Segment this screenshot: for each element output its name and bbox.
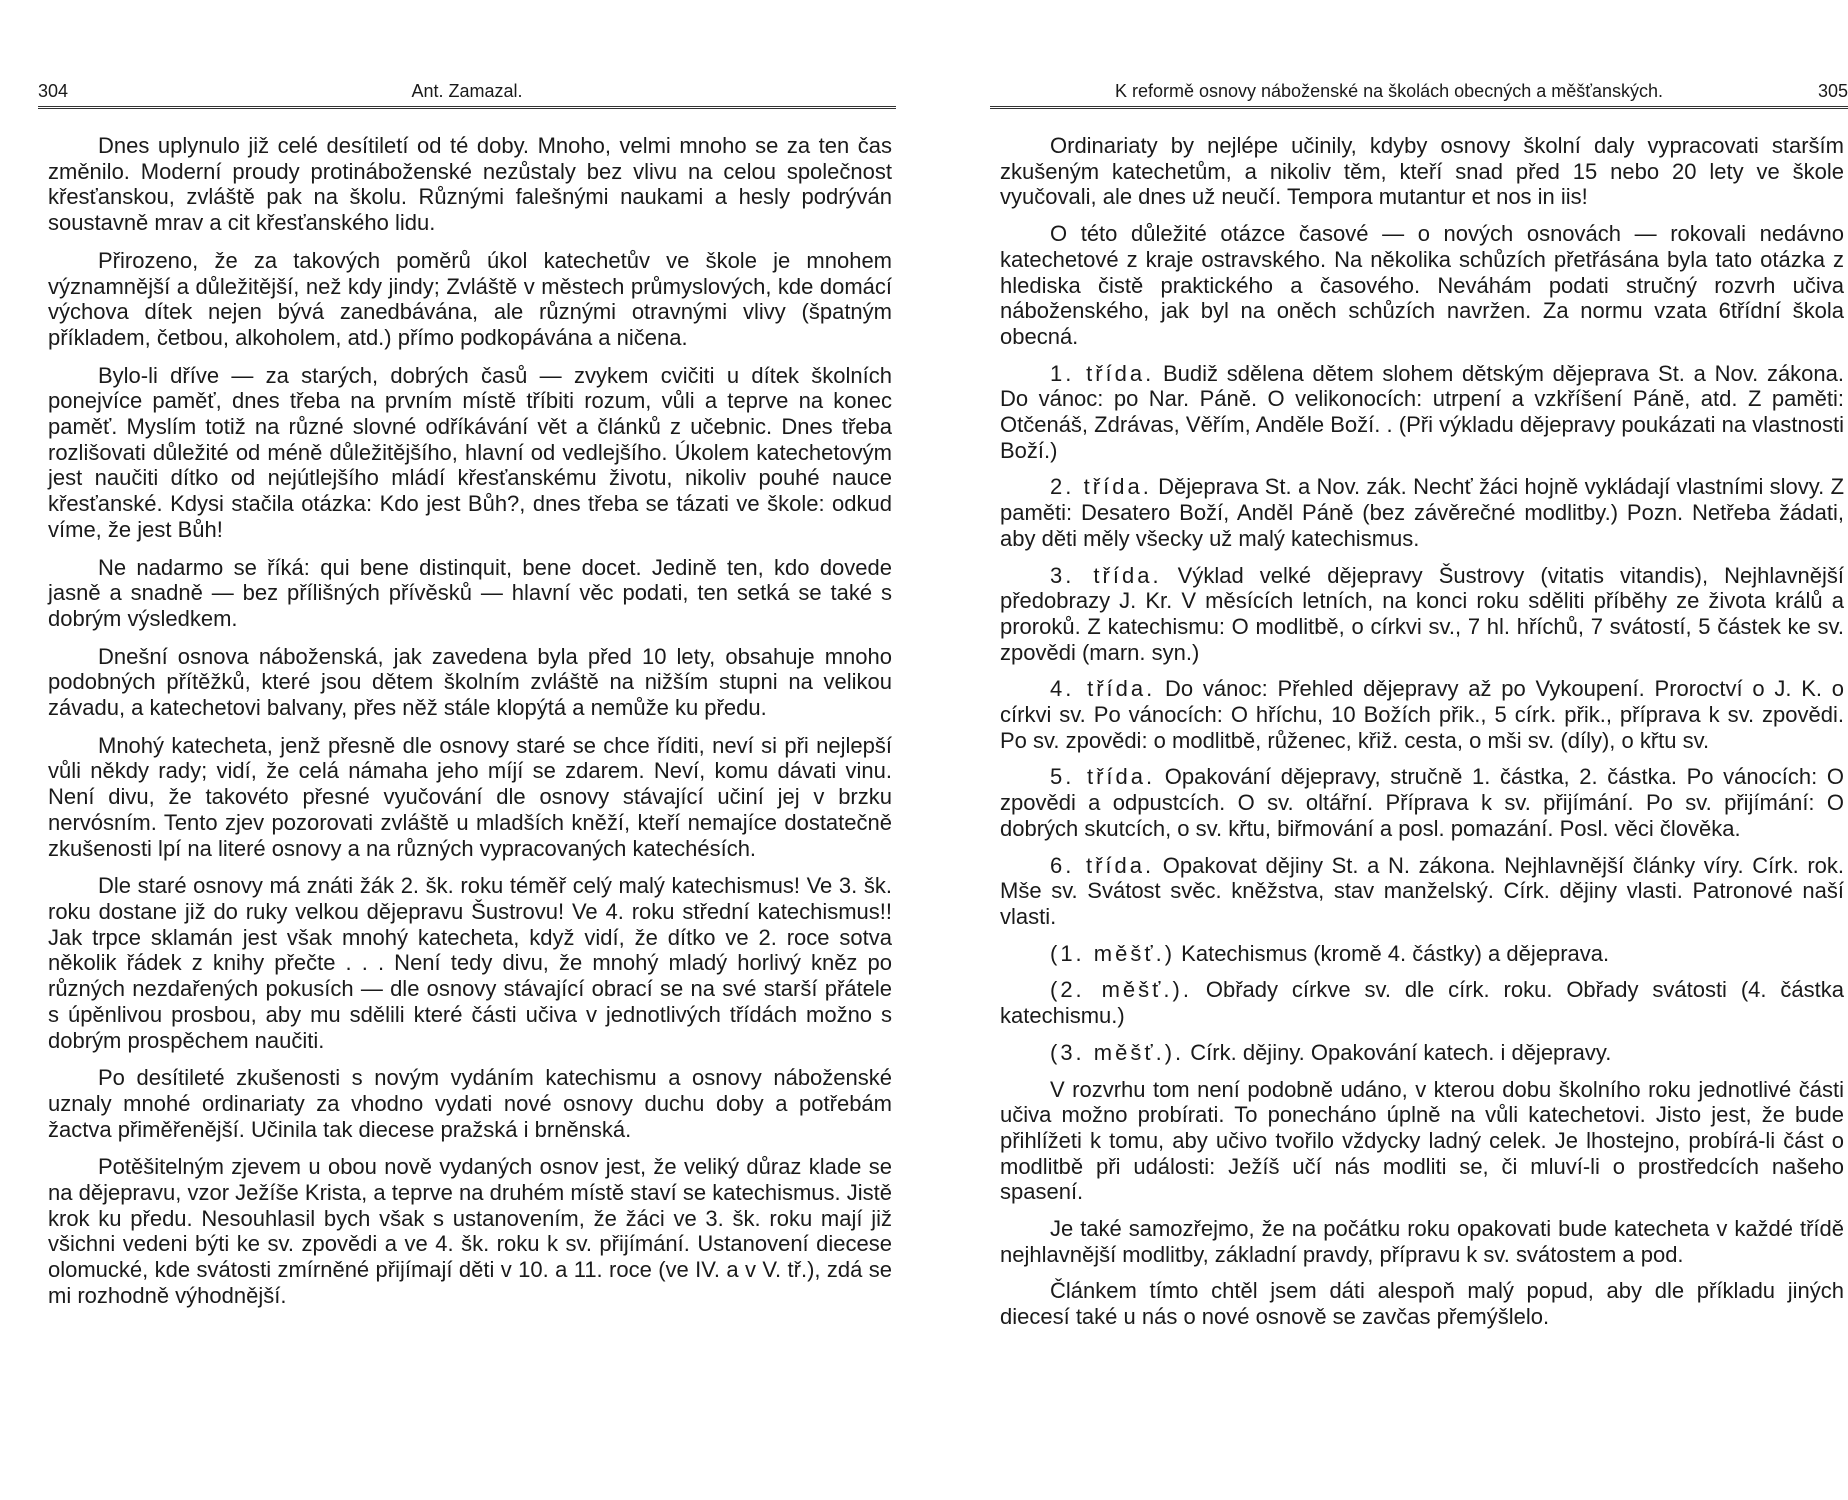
class-paragraph (1000, 1040, 1844, 1066)
running-head-title: K reformě osnovy náboženské na školách obecných a měšťanských. (1114, 81, 1664, 101)
paragraph: Ne nadarmo se říká: qui bene distinquit, bene docet. Jedině ten, kdo dovede jasně a snadně — bez přílišných přívěsků — hlavní věc podati, ten setká se také s dobrým výsledkem. (48, 554, 892, 631)
class-text: Círk. dějiny. Opakování katech. i dějepravy. (1190, 1039, 1612, 1065)
class-paragraph (1000, 563, 1844, 666)
class-paragraph (1000, 941, 1844, 967)
class-paragraph (1000, 853, 1844, 930)
class-paragraph (1000, 764, 1844, 841)
class-text: Budiž sdělena dětem slohem dětským dějeprava St. a Nov. zákona. Do vánoc: po Nar. Páně. O velikonocích: utrpení a vzkříšení Páně, atd. Z paměti: Otčenáš, Zdrávas, Věřím, Anděle Boží. . (Při výkladu dějepravy poukázati na vlastnosti Boží.) (1000, 360, 1844, 463)
paragraph: Bylo-li dříve — za starých, dobrých časů — zvykem cvičiti u dítek školních ponejvíce paměť, dnes třeba na prvním místě tříbiti rozum, vůli a teprve na konec paměť. Myslím totiž na různé slovné odříkávání vět a článků z učebnic. Dnes třeba rozlišovati důležité od méně důležitějšího, hlavní od vedlejšího. Úkolem katechetovým jest naučiti dítko od nejútlejšího mládí křesťanskému životu, nikoliv pouhé nauce křesťanské. Kdysi stačila otázka: Kdo jest Bůh?, dnes třeba se tázati ve škole: odkud víme, že jest Bůh! (48, 362, 892, 542)
paragraph: O této důležité otázce časové — o nových osnovách — rokovali nedávno katechetové z kraje ostravského. Na několika schůzích přetřásána byla tato otázka z hlediska čistě praktického a časového. Neváhám podati stručný rozvrh učiva náboženského, jak byl na oněch schůzích navržen. Za normu vzata 6třídní škola obecná. (1000, 221, 1844, 349)
class-paragraph (1000, 361, 1844, 464)
paragraph: V rozvrhu tom není podobně udáno, v kterou dobu školního roku jednotlivé části učiva možno probírati. To ponecháno úplně na vůli katechetovi. Jisto jest, že bude přihlížeti k tomu, aby učivo tvořilo vždycky ladný celek. Je lhostejno, probírá-li část o modlitbě při události: Ježíš učí nás modliti se, či mluví-li o prostředcích našeho spasení. (1000, 1076, 1844, 1205)
paragraph: Mnohý katecheta, jenž přesně dle osnovy staré se chce říditi, neví si při nejlepší vůli někdy rady; vidí, že celá námaha jeho míjí se zdarem. Neví, komu dávati vinu. Není divu, že takovéto přesné vyučování dle osnovy stávající učiní jej v brzku nervósním. Tento zjev pozorovati zvláště u mladších kněží, kteří nemajíce dostatečně zkušenosti lpí na literé osnovy a na různých vypracovaných katechésích. (48, 732, 892, 861)
paragraph: Článkem tímto chtěl jsem dáti alespoň malý popud, aby dle příkladu jiných diecesí také u nás o nové osnově se zavčas přemýšlelo. (1000, 1278, 1844, 1330)
class-label: 6. třída. (1050, 852, 1155, 878)
class-paragraph (1000, 977, 1844, 1028)
page-number: 305 (1817, 81, 1848, 101)
class-text: Do vánoc: Přehled dějepravy až po Vykoupení. Proroctví o J. K. o církvi sv. Po vánocích: O hříchu, 10 Božích přik., 5 círk. přik., příprava k sv. zpovědi. Po sv. zpovědi: o modlitbě, růženec, křiž. cesta, o mši sv. (díly), o křtu sv. (1000, 676, 1844, 753)
paragraph: Po desítileté zkušenosti s novým vydáním katechismu a osnovy náboženské uznaly mnohé ordinariaty za vhodno vydati nové osnovy duchu doby a potřebám žactva přiměřenější. Učinila tak diecese pražská i brněnská. (48, 1065, 892, 1142)
class-paragraph (1000, 474, 1844, 551)
right-page (990, 76, 1848, 1341)
class-label: 3. třída. (1050, 562, 1162, 588)
paragraph: Dnešní osnova náboženská, jak zavedena byla před 10 lety, obsahuje mnoho podobných přítěžků, které jsou dětem školním zvláště na nižším stupni na velikou závadu, a katechetovi balvany, přes něž stále klopýtá a nemůže ku předu. (48, 643, 892, 721)
left-body-text (38, 133, 896, 1309)
class-label: (3. měšť.). (1050, 1039, 1185, 1065)
paragraph: Je také samozřejmo, že na počátku roku opakovati bude katecheta v každé třídě nejhlavnější modlitby, základní pravdy, přípravu k sv. svátostem a pod. (1000, 1216, 1844, 1267)
class-label: (1. měšť.) (1050, 940, 1176, 966)
class-text: Obřady církve sv. dle círk. roku. Obřady svátosti (4. částka katechismu.) (1000, 977, 1844, 1029)
class-label: 4. třída. (1050, 676, 1156, 702)
left-running-head (38, 76, 896, 109)
class-text: Dějeprava St. a Nov. zák. Nechť žáci hojně vykládají vlastními slovy. Z paměti: Desatero Boží, Anděl Páně (bez závěrečné modlitby.) Pozn. Netřeba žádati, aby děti měly všecky už malý katechismus. (1000, 474, 1845, 551)
class-label: 5. třída. (1050, 764, 1156, 790)
paragraph: Dnes uplynulo již celé desítiletí od té doby. Mnoho, velmi mnoho se za ten čas změnilo. Moderní proudy protináboženské nezůstaly bez vlivu na celou společnost křesťanskou, zvláště pak na školu. Různými falešnými naukami a hesly podrýván soustavně mrav a cit křesťanského lidu. (48, 133, 892, 236)
paragraph: Dle staré osnovy má znáti žák 2. šk. roku téměř celý malý katechismus! Ve 3. šk. roku dostane již do ruky velkou dějepravu Šustrovu! Ve 4. roku střední katechismus!! Jak trpce sklamán jest však mnohý katecheta, když vidí, že dítko ve 2. roce sotva několik řádek z knihy přečte . . . Není tedy divu, že mnohý mladý horlivý kněz po různých nezdařených pokusích — dle osnovy stávající obrací se na své starší přátele s úpěnlivou prosbou, aby mu sdělili které části učiva v jednotlivých třídách možno s dobrým prospěchem naučiti. (48, 873, 892, 1053)
class-paragraph (1000, 676, 1844, 753)
paragraph: Potěšitelným zjevem u obou nově vydaných osnov jest, že veliký důraz klade se na dějepravu, vzor Ježíše Krista, a teprve na druhém místě staví se katechismus. Jistě krok ku předu. Nesouhlasil bych však s ustanovením, že žáci ve 3. šk. roku mají již všichni vedeni býti ke sv. zpovědi a ve 4. šk. roku k sv. přijímání. Ustanovení diecese olomucké, kde svátosti zmírněné přijímají děti v 10. a 11. roce (ve IV. a v V. tř.), zdá se mi rozhodně výhodnější. (48, 1154, 892, 1308)
class-text: Katechismus (kromě 4. částky) a dějeprava. (1181, 940, 1610, 966)
running-head-title: Ant. Zamazal. (411, 81, 523, 101)
left-page (38, 76, 896, 1321)
class-text: Opakovat dějiny St. a N. zákona. Nejhlavnější články víry. Círk. rok. Mše sv. Svátost svěc. kněžstva, stav manželský. Círk. dějiny vlasti. Patronové naší vlasti. (1000, 852, 1844, 929)
class-text: Opakování dějepravy, stručně 1. částka, 2. částka. Po vánocích: O zpovědi a odpustcích. O sv. oltářní. Příprava k sv. přijímání. Po sv. přijímání: O dobrých skutcích, o sv. křtu, biřmování a posl. pomazání. Posl. věci člověka. (1000, 764, 1844, 841)
page-number: 304 (38, 81, 69, 101)
right-running-head (990, 76, 1848, 109)
class-label: (2. měšť.). (1050, 977, 1192, 1003)
right-body-text (990, 133, 1848, 1330)
class-label: 2. třída. (1050, 474, 1152, 500)
paragraph: Ordinariaty by nejlépe učinily, kdyby osnovy školní daly vypracovati starším zkušeným katechetům, a nikoliv těm, kteří snad před 15 nebo 20 lety ve škole vyučovali, ale dnes už neučí. Tempora mutantur et nos in iis! (1000, 133, 1844, 210)
paragraph: Přirozeno, že za takových poměrů úkol katechetův ve škole je mnohem významnější a důležitější, než kdy jindy; Zvláště v městech průmyslových, kde domácí výchova dítek nejen bývá zanedbávána, ale různými otravnými vlivy (špatným příkladem, četbou, alkoholem, atd.) přímo podkopávána a ničena. (48, 247, 892, 350)
class-label: 1. třída. (1050, 360, 1155, 386)
class-text: Výklad velké dějepravy Šustrovy (vitatis vitandis), Nejhlavnější předobrazy J. Kr. V měsících letních, na konci roku sděliti příběhy ze života králů a proroků. Z katechismu: O modlitbě, o církvi sv., 7 hl. hříchů, 7 svátostí, 5 částek ke sv. zpovědi (marn. syn.) (1000, 562, 1844, 665)
